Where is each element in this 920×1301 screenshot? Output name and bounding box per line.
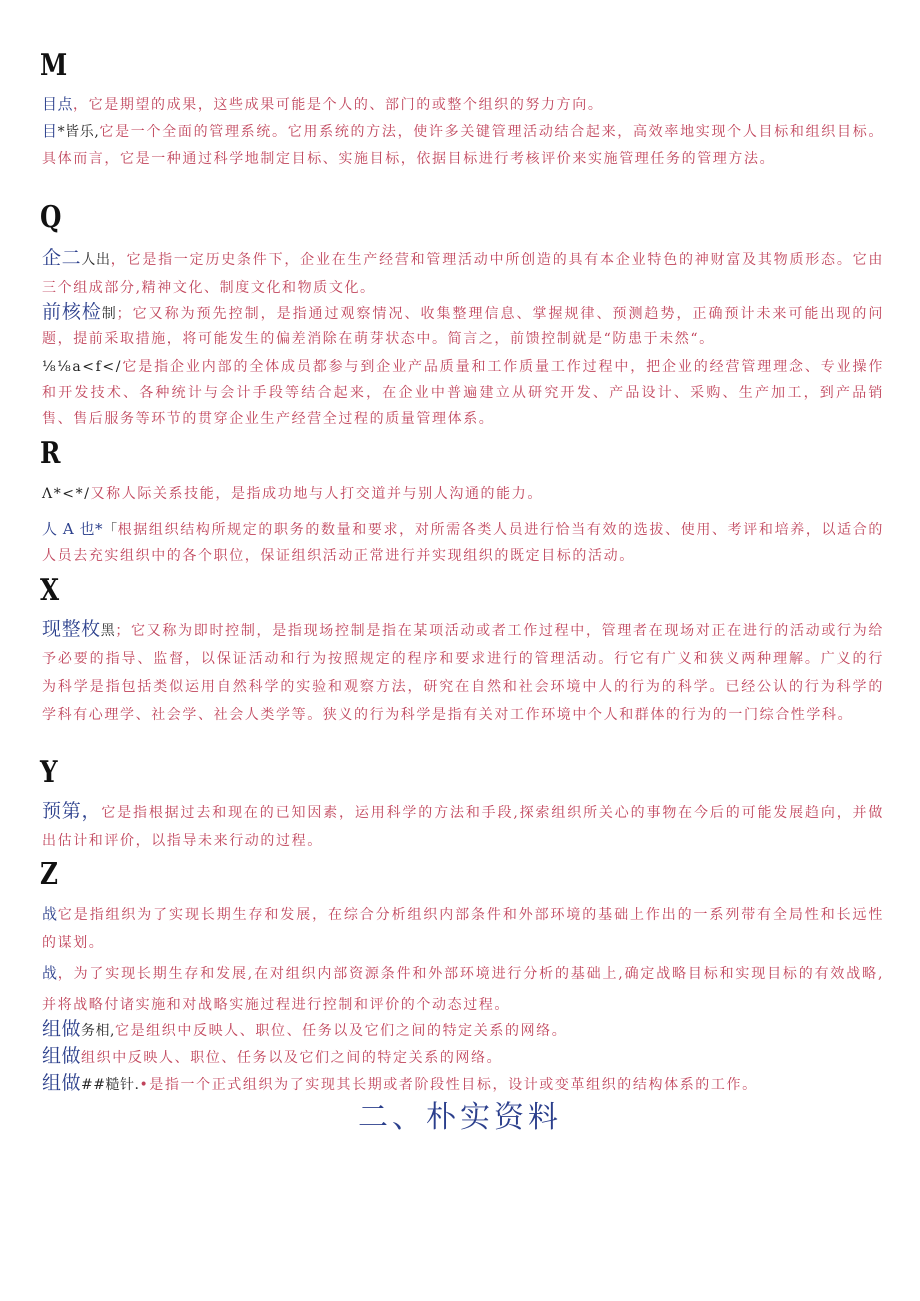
glossary-entry — [42, 354, 884, 432]
entry-tag: 「 — [103, 522, 118, 538]
entry-definition: 它是指根据过去和现在的已知因素，运用科学的方法和手段,探索组织所关心的事物在今后的可能发展趋向，并做出估计和评价，以指导未来行动的过程。 — [42, 805, 884, 849]
entry-definition: 它是指企业内部的全体成员都参与到企业产品质量和工作质量工作过程中，把企业的经营管理理念、专业操作和开发技术、各种统计与会计手段等结合起来，在企业中普遍建立从研究开发、产品设计、采购、生产加工，到产品销售、售后服务等环节的贯穿企业生产经营全过程的质量管理体系。 — [42, 359, 884, 427]
entry-definition: 又称人际关系技能，是指成功地与人打交道并与别人沟通的能力。 — [90, 486, 543, 502]
entry-term: 前核检 — [42, 301, 102, 323]
entry-term: 战 — [42, 905, 58, 923]
entry-tag: 人出 — [81, 252, 111, 268]
entry-definition: •是指一个正式组织为了实现其长期或者阶段性目标，设计或变革组织的结构体系的工作。 — [139, 1077, 758, 1093]
entry-term: 组做 — [42, 1018, 82, 1040]
entry-term: 人 A 也* — [42, 520, 104, 538]
glossary-entry — [42, 482, 884, 506]
entry-definition: ，为了实现长期生存和发展,在对组织内部资源条件和外部环境进行分析的基础上,确定战略目标和实现目标的有效战略,并将战略付诸实施和对战略实施过程进行控制和评价的个动态过程。 — [42, 966, 884, 1013]
glossary-entry — [42, 118, 884, 173]
entry-term: 企二 — [42, 247, 82, 269]
section-letter-m: M — [40, 48, 68, 83]
entry-term: 战 — [42, 964, 58, 982]
glossary-entry — [42, 516, 884, 569]
section-letter-y: Y — [40, 755, 58, 790]
entry-definition: ；它又称为即时控制，是指现场控制是指在某项活动或者工作过程中，管理者在现场对正在进行的活动或行为给予必要的指导、监督，以保证活动和行为按照规定的程序和要求进行的管理活动。行它有广义和狭义两种理解。广义的行为科学是指包括类似运用自然科学的实验和观察方法，研究在自然和社会环境中人的行为的科学。已经公认的行为科学的学科有心理学、社会学、社会人类学等。狭义的行为科学是指有关对工作环境中个人和群体的行为的一门综合性学科。 — [42, 623, 884, 723]
entry-tag: 黑 — [100, 623, 116, 639]
entry-tag: ##糙针. — [81, 1077, 140, 1093]
entry-definition: 根据组织结构所规定的职务的数量和要求，对所需各类人员进行恰当有效的选拔、使用、考评和培养，以适合的人员去充实组织中的各个职位，保证组织活动正常进行并实现组织的既定目标的活动。 — [42, 522, 885, 564]
section-letter-r: R — [40, 436, 61, 471]
glossary-entry — [42, 1016, 884, 1044]
entry-term: 现整枚 — [42, 618, 101, 640]
glossary-entry — [42, 958, 884, 1021]
section-heading: 二、朴实资料 — [358, 1100, 562, 1135]
glossary-entry — [42, 797, 884, 855]
entry-term: 目点 — [42, 95, 74, 113]
glossary-entry — [42, 93, 884, 116]
entry-term: Λ*<*/ — [42, 486, 91, 502]
entry-term: 预第， — [42, 800, 102, 822]
entry-definition: ，它是期望的成果，这些成果可能是个人的、部门的或整个组织的努力方向。 — [73, 97, 604, 113]
entry-definition: 它是指组织为了实现长期生存和发展，在综合分析组织内部条件和外部环境的基础上作出的一系列带有全局性和长远性的谋划。 — [42, 907, 884, 951]
entry-term: 目 — [42, 122, 58, 140]
glossary-entry — [42, 615, 884, 729]
glossary-entry — [42, 1070, 884, 1098]
entry-term: 组做 — [42, 1072, 82, 1094]
entry-term: 组做 — [42, 1045, 82, 1067]
glossary-entry — [42, 1043, 884, 1071]
entry-definition: 它是一个全面的管理系统。它用系统的方法，使许多关键管理活动结合起来，高效率地实现个人目标和组织目标。具体而言，它是一种通过科学地制定目标、实施目标，依据目标进行考核评价来实施管理任务的管理方法。 — [42, 124, 884, 167]
entry-tag: 务相, — [81, 1023, 115, 1039]
section-letter-q: Q — [40, 200, 62, 235]
entry-definition: 组织中反映人、职位、任务以及它们之间的特定关系的网络。 — [81, 1050, 503, 1066]
entry-definition: ；它又称为预先控制，是指通过观察情况、收集整理信息、掌握规律、预测趋势，正确预计未来可能出现的问题，提前采取措施，将可能发生的偏差消除在萌芽状态中。简言之，前馈控制就是“防患于未然“。 — [42, 306, 885, 347]
glossary-entry — [42, 244, 884, 302]
section-letter-z: Z — [40, 857, 58, 892]
entry-term: ⅛⅛a<f</ — [42, 359, 123, 375]
entry-definition: ，它是指一定历史条件下，企业在生产经营和管理活动中所创造的具有本企业特色的神财富及其物质形态。它由三个组成部分,精神文化、制度文化和物质文化。 — [42, 252, 884, 296]
entry-tag: *皆乐, — [57, 124, 100, 140]
glossary-entry — [42, 300, 884, 352]
glossary-entry — [42, 900, 884, 957]
entry-tag: 制 — [101, 306, 117, 322]
section-letter-x: X — [40, 573, 60, 608]
entry-definition: 它是组织中反映人、职位、任务以及它们之间的特定关系的网络。 — [114, 1023, 568, 1039]
